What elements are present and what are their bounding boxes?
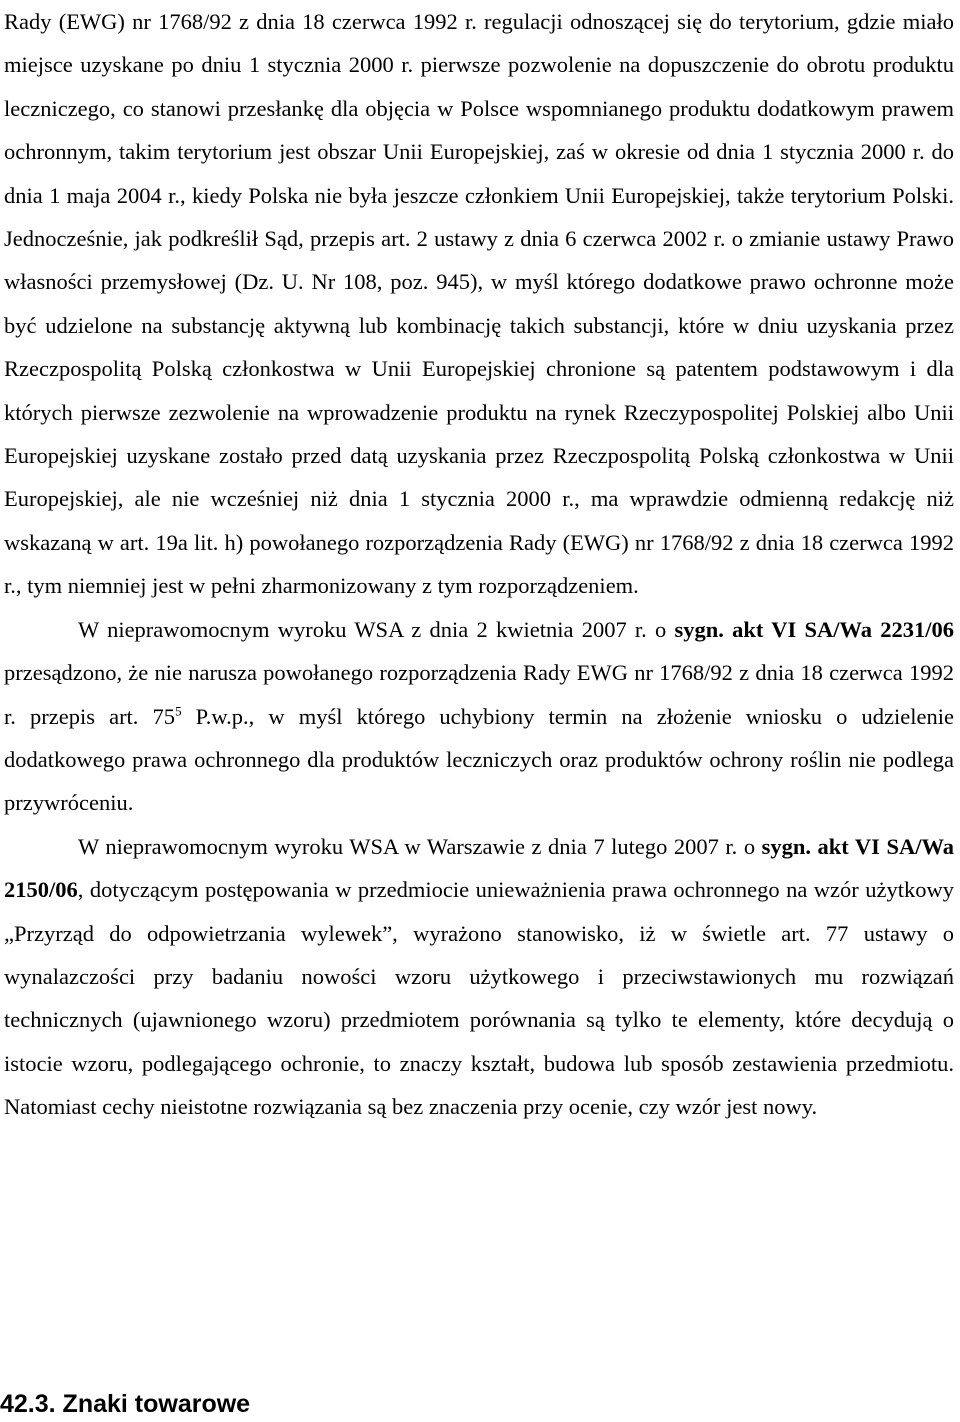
paragraph-wsa-2150-06 xyxy=(4,825,954,1129)
case-signature-2231-06: sygn. akt VI SA/Wa 2231/06 xyxy=(674,616,954,642)
paragraph-continuation xyxy=(4,0,954,608)
document-page xyxy=(4,0,954,1129)
paragraph-1-text: Rady (EWG) nr 1768/92 z dnia 18 czerwca 1992 r. regulacji odnoszącej się do terytorium, gdzie miało miejsce uzyskane po dniu 1 stycznia 2000 r. pierwsze pozwolenie na dopuszczenie do obrotu produktu leczniczego, co stanowi przesłankę dla objęcia w Polsce wspomnianego produktu dodatkowym prawem ochronnym, takim terytorium jest obszar Unii Europejskiej, zaś w okresie od dnia 1 stycznia 2000 r. do dnia 1 maja 2004 r., kiedy Polska nie była jeszcze członkiem Unii Europejskiej, także terytorium Polski. Jednocześnie, jak podkreślił Sąd, przepis art. 2 ustawy z dnia 6 czerwca 2002 r. o zmianie ustawy Prawo własności przemysłowej (Dz. U. Nr 108, poz. 945), w myśl którego dodatkowe prawo ochronne może być udzielone na substancję aktywną lub kombinację takich substancji, które w dniu uzyskania przez Rzeczpospolitą Polską członkostwa w Unii Europejskiej chronione są patentem podstawowym i dla których pierwsze zezwolenie na wprowadzenie produktu na rynek Rzeczypospolitej Polskiej albo Unii Europejskiej uzyskane zostało przed datą uzyskania przez Rzeczpospolitą Polską członkostwa w Unii Europejskiej, ale nie wcześniej niż dnia 1 stycznia 2000 r., ma wprawdzie odmienną redakcję niż wskazaną w art. 19a lit. h) powołanego rozporządzenia Rady (EWG) nr 1768/92 z dnia 18 czerwca 1992 r., tym niemniej jest w pełni zharmonizowany z tym rozporządzeniem. xyxy=(4,9,954,599)
paragraph-wsa-2231-06 xyxy=(4,608,954,825)
section-heading: 42.3. Znaki towarowe xyxy=(0,1390,251,1418)
case-signature-2150-06: sygn. akt VI SA/Wa 2150/06 xyxy=(4,833,954,903)
paragraph-2-text-a: W nieprawomocnym wyroku WSA z dnia 2 kwietnia 2007 r. o xyxy=(78,616,675,642)
paragraph-3-text-a: W nieprawomocnym wyroku WSA w Warszawie z dnia 7 lutego 2007 r. o xyxy=(78,833,762,859)
paragraph-2-text-b: przesądzono, że nie narusza powołanego rozporządzenia Rady EWG nr 1768/92 z dnia 18 czerwca 1992 r. przepis art. 75 xyxy=(4,660,954,729)
paragraph-3-text-b: , dotyczącym postępowania w przedmiocie unieważnienia prawa ochronnego na wzór użytkowy „Przyrząd do odpowietrzania wylewek”, wyrażono stanowisko, iż w świetle art. 77 ustawy o wynalazczości przy badaniu nowości wzoru użytkowego i przeciwstawionych mu rozwiązań technicznych (ujawnionego wzoru) przedmiotem porównania są tylko te elementy, które decydują o istocie wzoru, podlegającego ochronie, to znaczy kształt, budowa lub sposób zestawienia przedmiotu. Natomiast cechy nieistotne rozwiązania są bez znaczenia przy ocenie, czy wzór jest nowy. xyxy=(4,877,954,1120)
paragraph-2-text-c: P.w.p., w myśl którego uchybiony termin na złożenie wniosku o udzielenie dodatkowego prawa ochronnego dla produktów leczniczych oraz produktów ochrony roślin nie podlega przywróceniu. xyxy=(4,703,954,816)
article-superscript: 5 xyxy=(175,703,182,718)
